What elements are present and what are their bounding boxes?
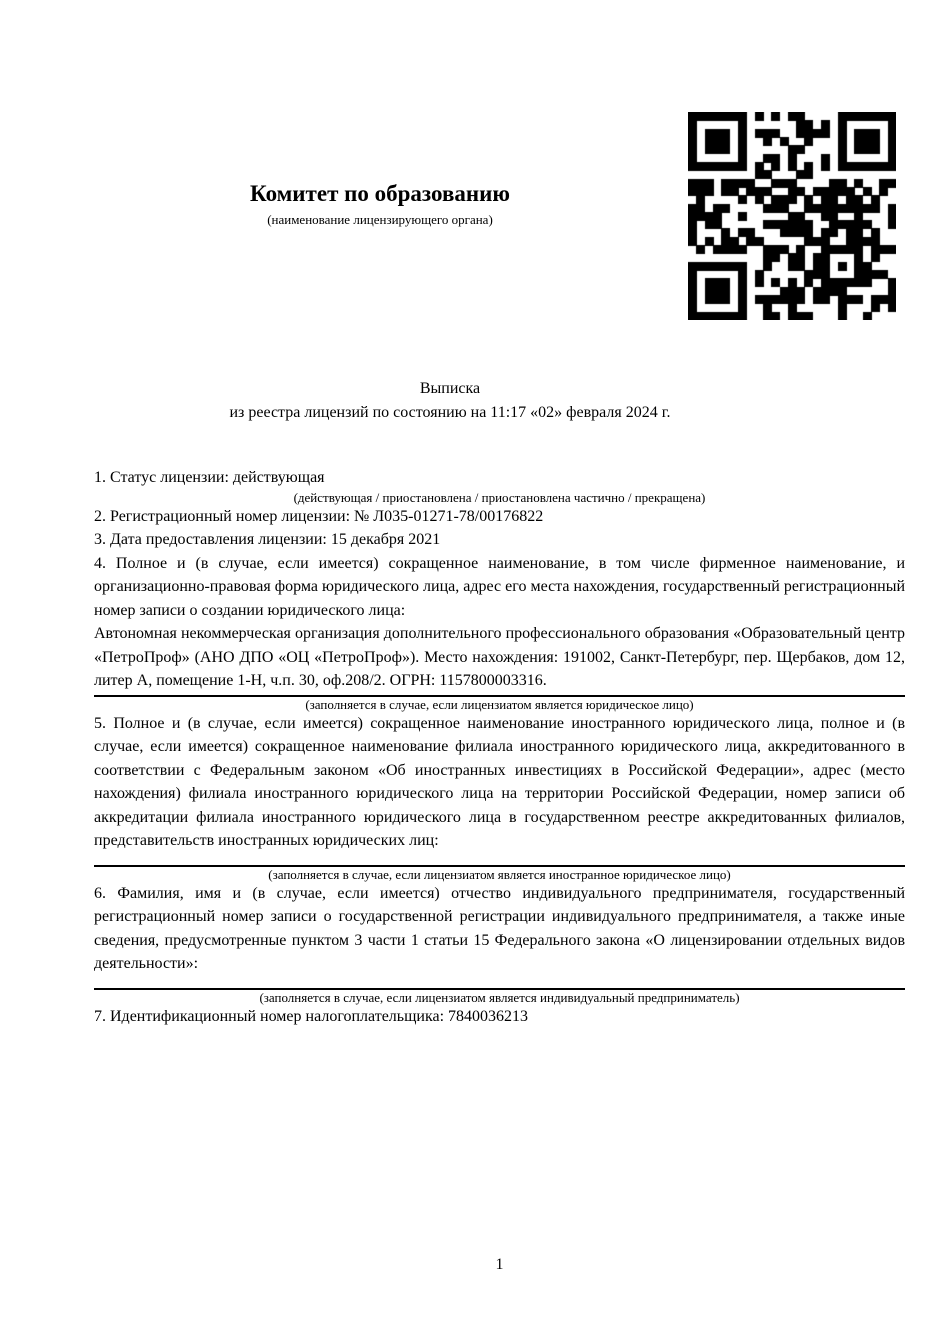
document-subtitle-line: из реестра лицензий по состоянию на 11:17 «02» февраля 2024 г. [229, 403, 671, 421]
item-3-license-grant-date: 3. Дата предоставления лицензии: 15 декабря 2021 [94, 531, 441, 548]
item-5-foreign-entity-heading: 5. Полное и (в случае, если имеется) сокращенное наименование иностранного юридического лица, полное и (в случае, если имеется) сокращенное наименование филиала иностранного юридического лица, аккредитованного в соответствии с Федеральным законом «Об иностранных инвестициях в Российской Федерации», адрес (место нахождения) филиала иностранного юридического лица на территории Российской Федерации, номер записи об аккредитации филиала иностранного юридического лица в государственном реестре аккредитованных филиалов, представительств иностранных юридических лиц: [94, 714, 905, 849]
document-header [0, 180, 760, 227]
item-4-caption: (заполняется в случае, если лицензиатом является юридическое лицо) [305, 696, 694, 712]
item-7-taxpayer-id: 7. Идентификационный номер налогоплательщика: 7840036213 [94, 1007, 529, 1025]
item-4-legal-entity-heading: 4. Полное и (в случае, если имеется) сокращенное наименование, в том числе фирменное наименование, и организационно-правовая форма юридического лица, адрес его места нахождения, государственный регистрационный номер записи о создании юридического лица: [94, 554, 905, 619]
item-1-license-status: 1. Статус лицензии: действующая [94, 469, 325, 486]
document-body [94, 466, 905, 1028]
licensing-authority-caption: (наименование лицензирующего органа) [267, 212, 493, 227]
item-1-status-options-caption: (действующая / приостановлена / приостановлена частично / прекращена) [293, 489, 706, 505]
document-title [0, 377, 900, 424]
item-2-registration-number: 2. Регистрационный номер лицензии: № Л035-01271-78/00176822 [94, 507, 544, 525]
licensing-authority-name: Комитет по образованию [250, 181, 510, 206]
item-6-caption: (заполняется в случае, если лицензиатом является индивидуальный предприниматель) [259, 989, 740, 1005]
document-title-line: Выписка [419, 380, 481, 397]
page-number: 1 [495, 1256, 504, 1273]
item-4-legal-entity-value: Автономная некоммерческая организация дополнительного профессионального образования «Образовательный центр «ПетроПроф» (АНО ДПО «ОЦ «ПетроПроф»). Место нахождения: 191002, Санкт-Петербург, пер. Щербаков, дом 12, литер А, помещение 1-Н, ч.п. 30, оф.208/2. ОГРН: 1157800003316. [94, 625, 905, 689]
item-6-entrepreneur-heading: 6. Фамилия, имя и (в случае, если имеется) отчество индивидуального предпринимателя, государственный регистрационный номер записи о государственной регистрации индивидуального предпринимателя, а также иные сведения, предусмотренные пунктом 3 части 1 статьи 15 Федерального закона «О лицензировании отдельных видов деятельности»: [94, 884, 905, 972]
item-5-caption: (заполняется в случае, если лицензиатом является иностранное юридическое лицо) [268, 866, 731, 882]
